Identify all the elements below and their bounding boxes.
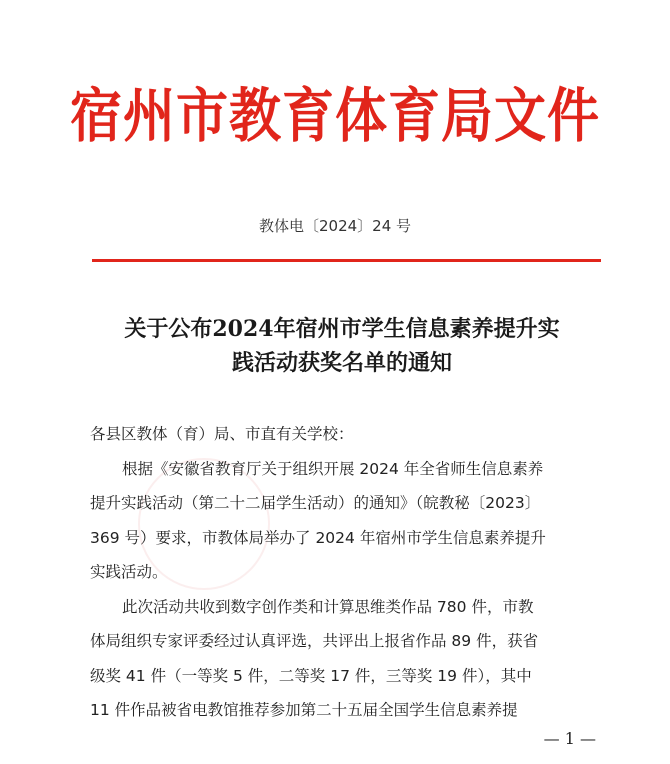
red-divider-line <box>92 259 601 262</box>
document-masthead: 宿州市教育体育局文件 <box>69 82 600 151</box>
notice-title <box>92 312 592 380</box>
body-line: 11 件作品被省电教馆推荐参加第二十五届全国学生信息素养提 <box>90 701 518 719</box>
body-line: 提升实践活动（第二十二届学生活动）的通知》（皖教秘〔2023〕 <box>90 494 541 512</box>
salutation-line: 各县区教体（育）局、市直有关学校： <box>90 425 354 443</box>
body-line: 369 号）要求，市教体局举办了 2024 年宿州市学生信息素养提升 <box>90 528 546 547</box>
notice-body <box>90 417 595 728</box>
notice-title-line-1: 关于公布2024年宿州市学生信息素养提升实 <box>124 316 560 342</box>
notice-title-line-2: 践活动获奖名单的通知 <box>231 350 452 376</box>
body-line: 此次活动共收到数字创作类和计算思维类作品 780 件，市教 <box>122 597 534 616</box>
body-line: 级奖 41 件（一等奖 5 件，二等奖 17 件，三等奖 19 件），其中 <box>90 666 532 685</box>
document-number: 教体电〔2024〕24 号 <box>258 217 412 235</box>
body-line: 根据《安徽省教育厅关于组织开展 2024 年全省师生信息素养 <box>122 459 544 478</box>
page-number: — 1 — <box>543 729 596 748</box>
body-line: 实践活动。 <box>90 563 168 581</box>
body-line: 体局组织专家评委经过认真评选，共评出上报省作品 89 件，获省 <box>90 632 539 650</box>
